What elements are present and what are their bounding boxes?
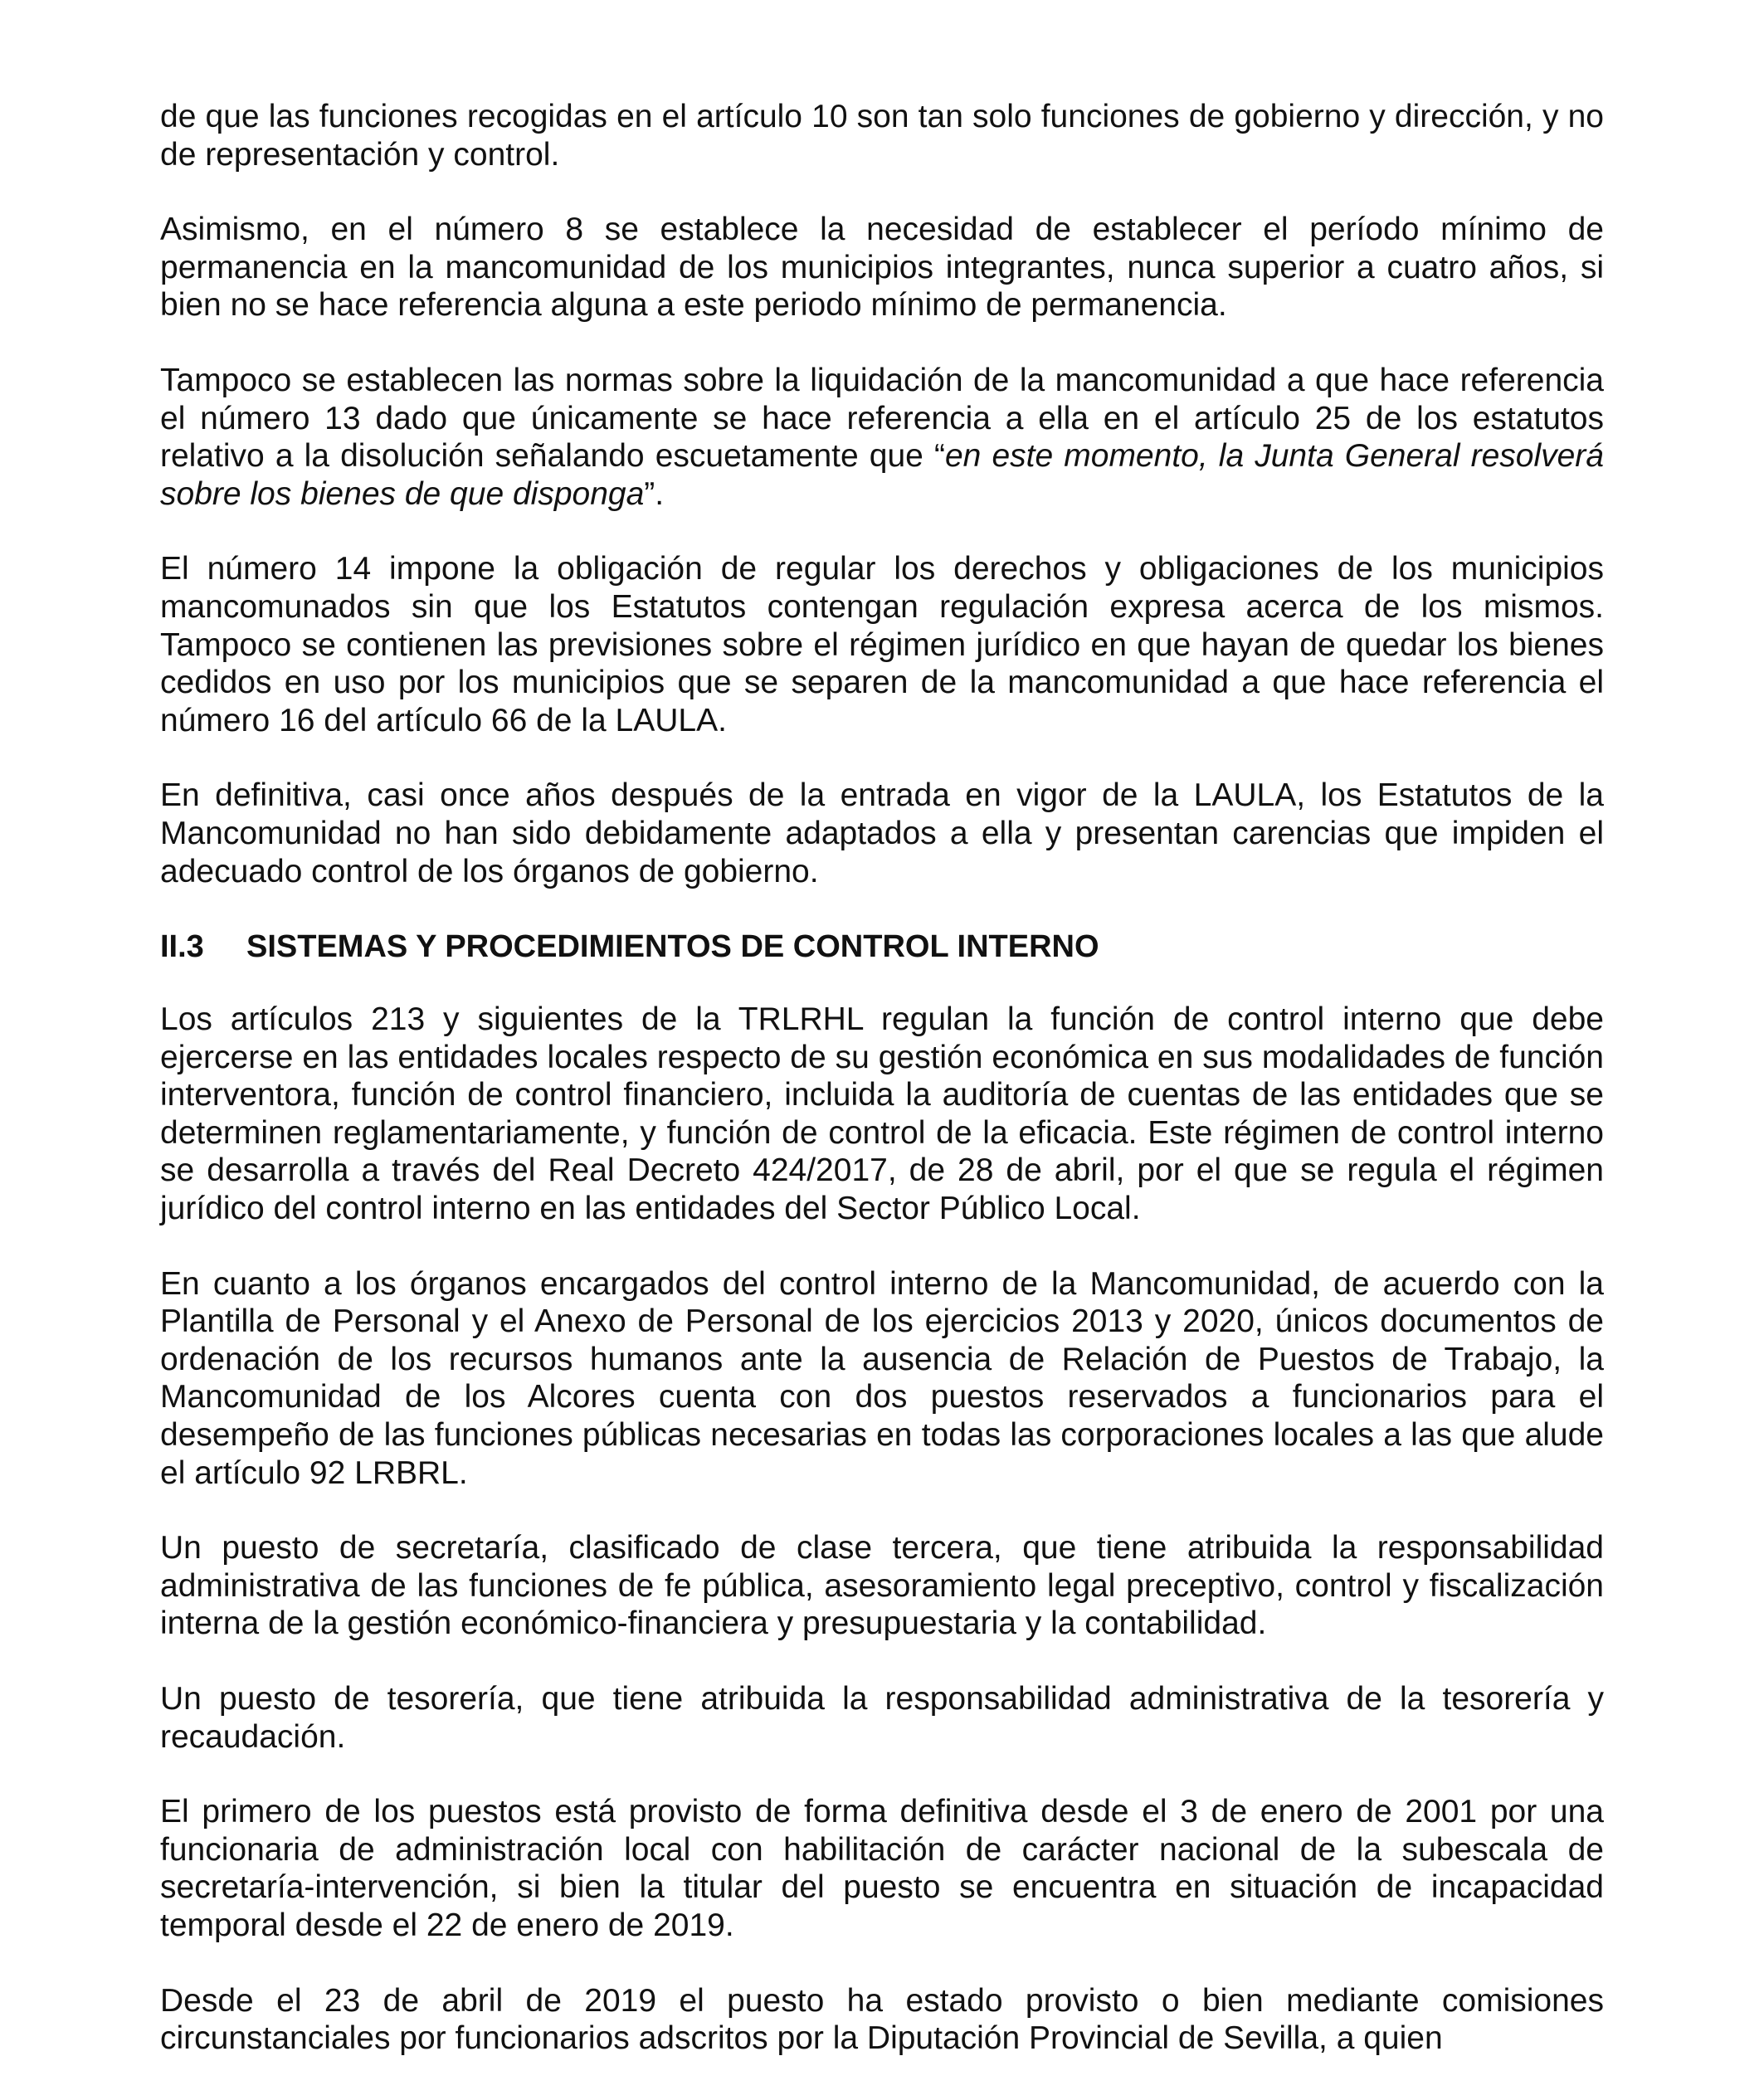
paragraph-conclusion: En definitiva, casi once años después de la entrada en vigor de la LAULA, los Estatutos de la Mancomunidad no han sido debidamente adaptados a ella y presentan carencias que impiden el adecuado control de los órganos de gobierno.: [160, 777, 1604, 889]
paragraph-secretaria: Un puesto de secretaría, clasificado de clase tercera, que tiene atribuida la responsabilidad administrativa de las funciones de fe pública, asesoramiento legal preceptivo, control y fiscalización interna de la gestión económico-financiera y presupuestaria y la contabilidad.: [160, 1530, 1604, 1642]
quote-close: ”.: [644, 475, 665, 512]
paragraph-tesoreria: Un puesto de tesorería, que tiene atribuida la responsabilidad administrativa de la tesorería y recaudación.: [160, 1681, 1604, 1755]
paragraph-permanence: Asimismo, en el número 8 se establece la necesidad de establecer el período mínimo de permanencia en la mancomunidad de los municipios integrantes, nunca superior a cuatro años, si bien no se hace referencia alguna a este periodo mínimo de permanencia.: [160, 212, 1604, 324]
paragraph-organos: En cuanto a los órganos encargados del control interno de la Mancomunidad, de acuerdo con la Plantilla de Personal y el Anexo de Personal de los ejercicios 2013 y 2020, únicos documentos de ordenación de los recursos humanos ante la ausencia de Relación de Puestos de Trabajo, la Mancomunidad de los Alcores cuenta con dos puestos reservados a funcionarios para el desempeño de las funciones públicas necesarias en todas las corporaciones locales a las que alude el artículo 92 LRBRL.: [160, 1265, 1604, 1491]
paragraph-desde: Desde el 23 de abril de 2019 el puesto ha estado provisto o bien mediante comisiones circunstanciales por funcionarios adscritos por la Diputación Provincial de Sevilla, a quien: [160, 1982, 1604, 2057]
section-number: II.3: [160, 929, 204, 965]
section-heading: [160, 928, 1604, 966]
paragraph-primer-puesto: El primero de los puestos está provisto de forma definitiva desde el 3 de enero de 2001 por una funcionaria de administración local con habilitación de carácter nacional de la subescala de secretaría-intervención, si bien la titular del puesto se encuentra en situación de incapacidad temporal desde el 22 de enero de 2019.: [160, 1794, 1604, 1943]
section-title: SISTEMAS Y PROCEDIMIENTOS DE CONTROL INTERNO: [246, 929, 1099, 965]
paragraph-control-interno: Los artículos 213 y siguientes de la TRLRHL regulan la función de control interno que debe ejercerse en las entidades locales respecto de su gestión económica en sus modalidades de función interventora, función de control financiero, incluida la auditoría de cuentas de las entidades que se determinen reglamentariamente, y función de control de la eficacia. Este régimen de control interno se desarrolla a través del Real Decreto 424/2017, de 28 de abril, por el que se regula el régimen jurídico del control interno en las entidades del Sector Público Local.: [160, 1001, 1604, 1227]
paragraph-rights-obligations: El número 14 impone la obligación de regular los derechos y obligaciones de los municipios mancomunados sin que los Estatutos contengan regulación expresa acerca de los mismos. Tampoco se contienen las previsiones sobre el régimen jurídico en que hayan de quedar los bienes cedidos en uso por los municipios que se separen de la mancomunidad a que hace referencia el número 16 del artículo 66 de la LAULA.: [160, 551, 1604, 738]
paragraph-liquidation: [160, 362, 1604, 513]
quote-italic: en este momento, la Junta General resolverá sobre los bienes de que disponga: [160, 438, 1604, 512]
paragraph-liquidation-text: Tampoco se establecen las normas sobre la liquidación de la mancomunidad a que hace referencia el número 13 dado que únicamente se hace referencia a ella en el artículo 25 de los estatutos relativo a la disolución señalando escuetamente que “: [160, 362, 1604, 475]
paragraph-functions: de que las funciones recogidas en el artículo 10 son tan solo funciones de gobierno y dirección, y no de representación y control.: [160, 99, 1604, 173]
document-page: [160, 98, 1604, 2095]
